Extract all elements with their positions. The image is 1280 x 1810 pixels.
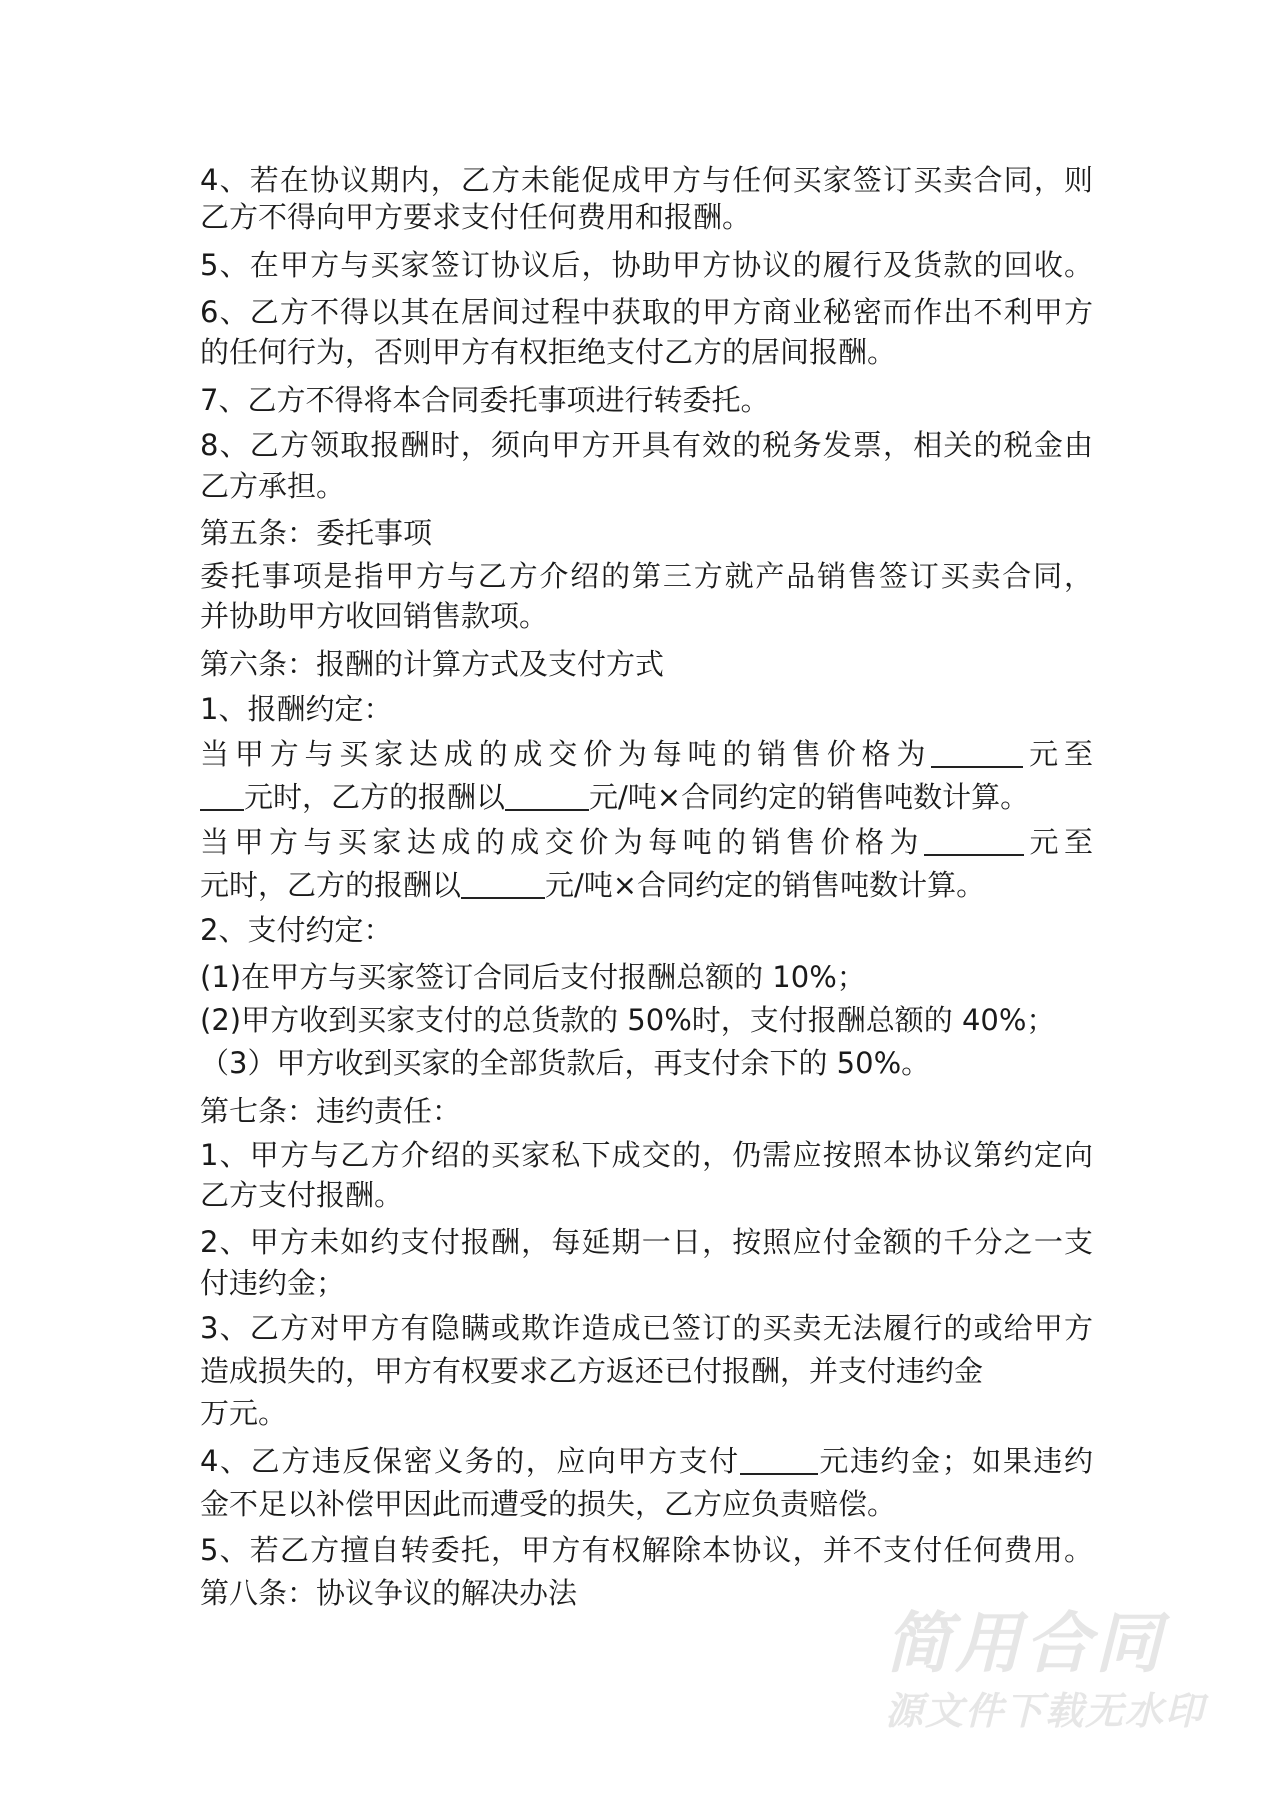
text-segment: 1、甲方与乙方介绍的买家私下成交的，仍需应按照本协议第约定向	[200, 1138, 1093, 1172]
text-line	[200, 294, 1093, 330]
fill-in-blank	[924, 824, 1024, 856]
text-segment: 元至	[1023, 737, 1093, 771]
text-segment: 乙方不得向甲方要求支付任何费用和报酬。	[200, 200, 752, 234]
text-segment: 第七条：违约责任：	[200, 1094, 462, 1128]
text-segment: 6、乙方不得以其在居间过程中获取的甲方商业秘密而作出不利甲方	[200, 295, 1093, 329]
text-segment: 元/吨×合同约定的销售吨数计算。	[545, 868, 986, 902]
text-segment: 2、甲方未如约支付报酬，每延期一日，按照应付金额的千分之一支	[200, 1225, 1093, 1259]
fill-in-blank	[461, 867, 545, 899]
fill-in-blank	[505, 779, 589, 811]
text-segment: 5、在甲方与买家签订协议后，协助甲方协议的履行及货款的回收。	[200, 248, 1093, 282]
text-segment: 第八条：协议争议的解决办法	[200, 1576, 578, 1610]
text-segment: 的任何行为，否则甲方有权拒绝支付乙方的居间报酬。	[200, 335, 897, 369]
text-segment: 第五条：委托事项	[200, 516, 433, 550]
text-line	[200, 1002, 1055, 1038]
text-segment: 委托事项是指甲方与乙方介绍的第三方就产品销售签订买卖合同，	[200, 559, 1093, 593]
text-segment: 3、乙方对甲方有隐瞒或欺诈造成已签订的买卖无法履行的或给甲方	[200, 1311, 1093, 1345]
text-line	[200, 912, 392, 948]
text-segment: (1)在甲方与买家签订合同后支付报酬总额的 10%；	[200, 960, 866, 994]
text-line	[200, 247, 1093, 283]
text-line	[200, 779, 1029, 815]
text-line	[200, 1177, 403, 1213]
text-line	[200, 1045, 930, 1081]
text-line	[200, 162, 1093, 198]
fill-in-blank	[931, 736, 1023, 768]
text-line	[200, 1093, 461, 1129]
text-segment: 8、乙方领取报酬时，须向甲方开具有效的税务发票，相关的税金由	[200, 428, 1093, 462]
text-line	[200, 558, 1093, 594]
text-segment: 第六条：报酬的计算方式及支付方式	[200, 647, 665, 681]
text-segment: 造成损失的，甲方有权要求乙方返还已付报酬，并支付违约金	[200, 1354, 984, 1388]
fill-in-blank	[200, 779, 244, 811]
text-line	[200, 1443, 1093, 1479]
text-line	[200, 959, 866, 995]
text-line	[200, 1353, 983, 1389]
text-line	[200, 334, 896, 370]
text-line	[200, 1532, 1093, 1568]
text-line	[200, 382, 769, 418]
text-segment: 金不足以补偿甲因此而遭受的损失，乙方应负责赔偿。	[200, 1487, 897, 1521]
text-segment: 元时，乙方的报酬以	[244, 780, 506, 814]
text-segment: 万元。	[200, 1396, 288, 1430]
text-segment: 4、若在协议期内，乙方未能促成甲方与任何买家签订买卖合同，则	[200, 163, 1093, 197]
text-segment: 乙方支付报酬。	[200, 1178, 404, 1212]
text-segment: 7、乙方不得将本合同委托事项进行转委托。	[200, 383, 770, 417]
text-line	[200, 468, 345, 504]
watermark-title: 简用合同	[885, 1605, 1165, 1682]
text-segment: (2)甲方收到买家支付的总货款的 50%时，支付报酬总额的 40%；	[200, 1003, 1056, 1037]
text-segment: 乙方承担。	[200, 469, 346, 503]
text-segment: 元/吨×合同约定的销售吨数计算。	[589, 780, 1030, 814]
text-line	[200, 1395, 287, 1431]
text-line	[200, 691, 392, 727]
text-line	[200, 515, 432, 551]
watermark-subtitle: 源文件下载无水印	[885, 1689, 1206, 1733]
text-line	[200, 199, 751, 235]
text-line	[200, 1310, 1093, 1346]
text-segment: 4、乙方违反保密义务的，应向甲方支付	[200, 1444, 740, 1478]
text-line	[200, 1224, 1093, 1260]
text-line	[200, 1575, 577, 1611]
text-line	[200, 427, 1093, 463]
text-segment: 付违约金；	[200, 1266, 346, 1300]
text-line	[200, 646, 664, 682]
text-segment: 元违约金；如果违约	[817, 1444, 1093, 1478]
text-line	[200, 1137, 1093, 1173]
text-line	[200, 1486, 896, 1522]
text-segment: 元时，乙方的报酬以	[200, 868, 462, 902]
fill-in-blank	[740, 1443, 818, 1475]
text-line	[200, 1265, 345, 1301]
text-line	[200, 824, 1093, 860]
text-segment: 元至	[1024, 825, 1093, 859]
text-line	[200, 598, 548, 634]
text-segment: 当甲方与买家达成的成交价为每吨的销售价格为	[200, 737, 932, 771]
text-segment: 2、支付约定：	[200, 913, 393, 947]
text-segment: （3）甲方收到买家的全部货款后，再支付余下的 50%。	[200, 1046, 931, 1080]
text-segment: 并协助甲方收回销售款项。	[200, 599, 549, 633]
text-segment: 当甲方与买家达成的成交价为每吨的销售价格为	[200, 825, 925, 859]
text-segment: 1、报酬约定：	[200, 692, 393, 726]
text-line	[200, 867, 985, 903]
text-line	[200, 736, 1093, 772]
text-segment: 5、若乙方擅自转委托，甲方有权解除本协议，并不支付任何费用。	[200, 1533, 1093, 1567]
